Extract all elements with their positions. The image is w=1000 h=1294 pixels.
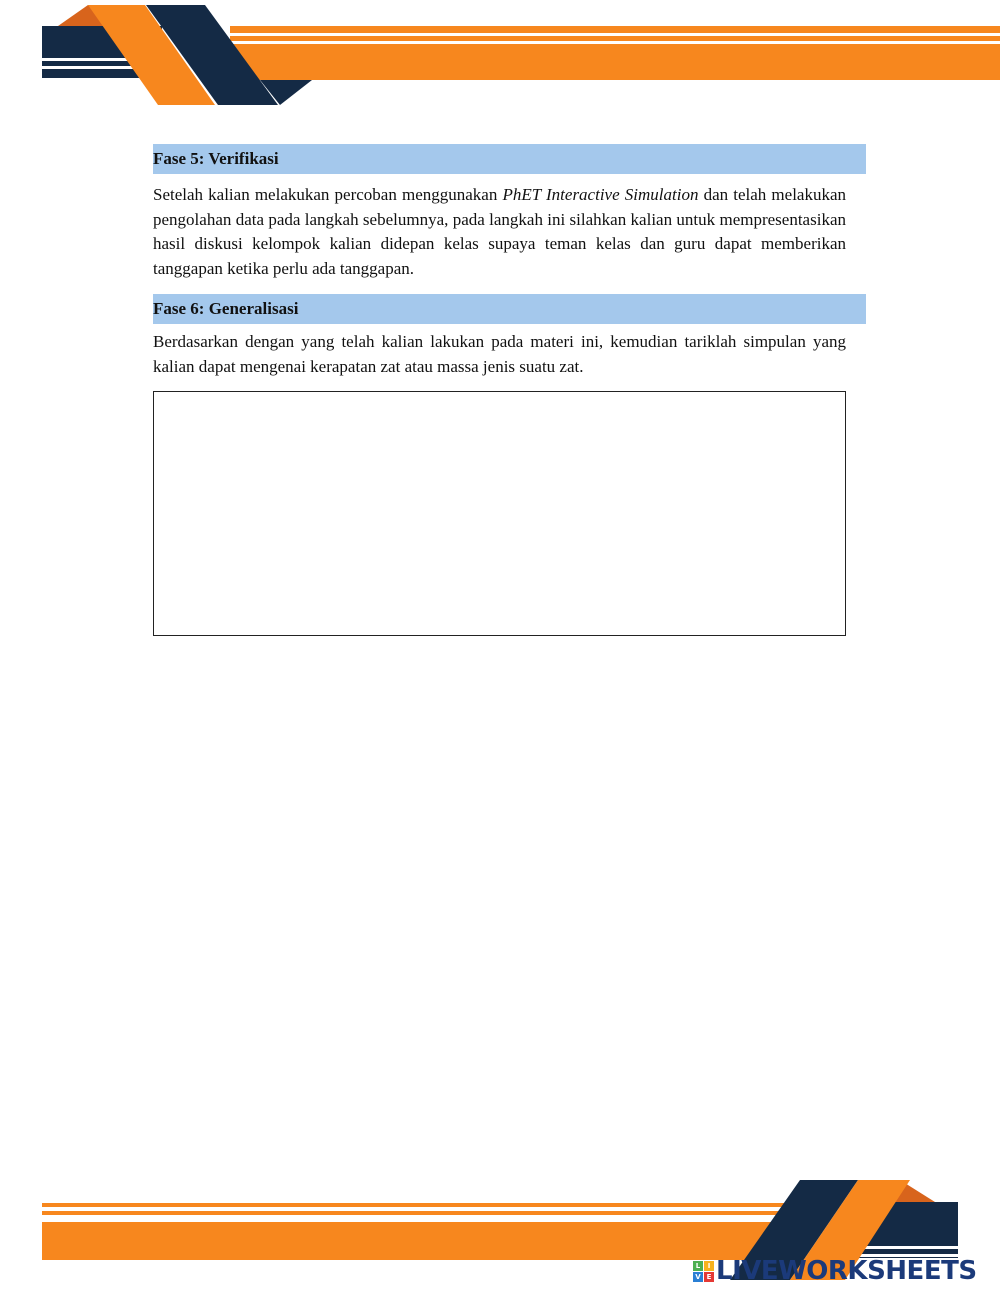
- logo-text: LIVEWORKSHEETS: [716, 1256, 977, 1286]
- header-decoration: [0, 0, 1000, 110]
- phase-6-heading: Fase 6: Generalisasi: [153, 294, 866, 324]
- logo-cubes: [693, 1261, 714, 1282]
- logo-cube-e: E: [704, 1272, 714, 1282]
- logo-cube-v: V: [693, 1272, 703, 1282]
- conclusion-answer-box[interactable]: [153, 391, 846, 636]
- phase-6-paragraph: Berdasarkan dengan yang telah kalian lakukan pada materi ini, kemudian tariklah simpulan yang kalian dapat mengenai kerapatan zat atau massa jenis suatu zat.: [153, 332, 846, 376]
- phase-5-text-start: Setelah kalian melakukan percoban menggunakan: [153, 185, 503, 204]
- phet-simulation-name: PhET Interactive Simulation: [502, 185, 699, 204]
- phase-5-paragraph: [153, 183, 846, 281]
- phase-5-text-end: dan telah melakukan pengolahan data pada langkah sebelumnya, pada langkah ini silahkan kalian untuk mempresentasikan hasil diskusi kelompok kalian didepan kelas supaya teman kelas dan guru dapat memberikan tanggapan ketika perlu ada tanggapan.: [153, 185, 847, 278]
- liveworksheets-logo: [693, 1256, 977, 1286]
- logo-cube-i: I: [704, 1261, 714, 1271]
- phase-5-heading: Fase 5: Verifikasi: [153, 144, 866, 174]
- logo-cube-l: L: [693, 1261, 703, 1271]
